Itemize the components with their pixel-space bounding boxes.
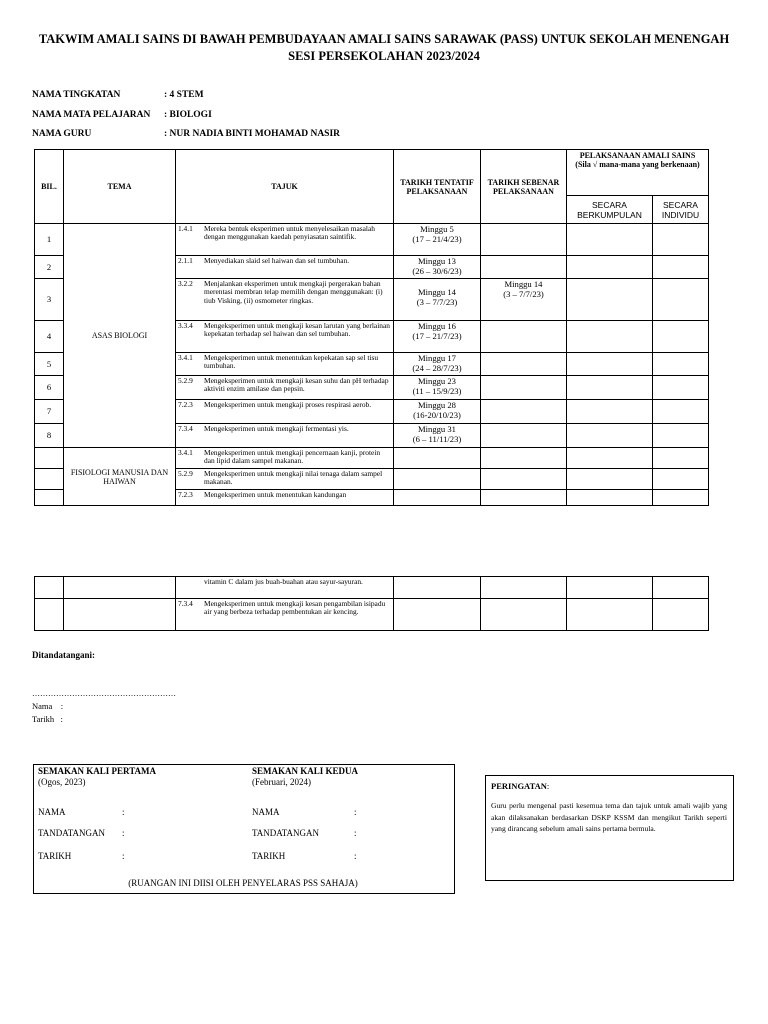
tentatif-cell — [394, 321, 481, 353]
tajuk-text: Mengeksperimen untuk mengkaji kesan pengambilan isipadu air yang berbeza terhadap pembentukan air kencing. — [204, 599, 386, 617]
tajuk-text: Mengeksperimen untuk mengkaji nilai tenaga dalam sampel makanan. — [204, 469, 383, 487]
tajuk-cell — [176, 279, 394, 321]
colon: : — [122, 828, 125, 838]
tajuk-text: Mengeksperimen untuk mengkaji proses respirasi aerob. — [204, 400, 372, 409]
semakan-first-title: SEMAKAN KALI PERTAMA — [38, 766, 157, 776]
tajuk-code: 3.4.1 — [178, 353, 193, 362]
bil-cell — [35, 448, 64, 469]
info-row-tingkatan — [32, 90, 120, 100]
tajuk-text: vitamin C dalam jus buah-buahan atau sayur-sayuran. — [204, 577, 363, 586]
tajuk-cell — [176, 256, 394, 279]
bil-cell — [35, 599, 64, 631]
tema-cell — [64, 577, 176, 599]
bil-cell: 7 — [35, 400, 64, 424]
sebenar-cell — [481, 400, 567, 424]
berkumpulan-cell[interactable] — [567, 279, 653, 321]
individu-cell[interactable] — [653, 599, 709, 631]
signature-nama: Nama : — [32, 701, 64, 711]
tajuk-code: 7.2.3 — [178, 490, 193, 499]
info-label: NAMA TINGKATAN — [32, 90, 121, 100]
tentatif-range: (24 – 28/7/23) — [412, 362, 462, 373]
sebenar-cell — [481, 353, 567, 376]
berkumpulan-cell[interactable] — [567, 448, 653, 469]
berkumpulan-cell[interactable] — [567, 469, 653, 490]
semakan-second-nama-label: NAMA — [252, 807, 280, 817]
berkumpulan-cell[interactable] — [567, 376, 653, 400]
sebenar-cell — [481, 376, 567, 400]
colon: : — [354, 851, 357, 861]
tentatif-cell — [394, 376, 481, 400]
table-row — [35, 448, 709, 469]
tajuk-text: Mengeksperimen untuk mengkaji kesan suhu dan pH terhadap aktiviti enzim amilase dan pepsin. — [204, 376, 389, 394]
sebenar-range: (3 – 7/7/23) — [503, 288, 544, 299]
semakan-footer: (RUANGAN INI DIISI OLEH PENYELARAS PSS SAHAJA) — [128, 878, 358, 888]
tajuk-text: Mengeksperimen untuk mengkaji kesan larutan yang berlainan kepekatan terhadap sel haiwan dan sel tumbuhan. — [204, 321, 390, 339]
sebenar-cell — [481, 424, 567, 448]
tentatif-week: Minggu 5 — [420, 224, 454, 234]
tentatif-cell — [394, 279, 481, 321]
info-value-mata-pelajaran: : BIOLOGI — [164, 110, 212, 120]
tajuk-code: 5.2.9 — [178, 376, 193, 385]
berkumpulan-cell[interactable] — [567, 577, 653, 599]
tentatif-cell — [394, 353, 481, 376]
tajuk-text: Menjalankan eksperimen untuk mengkaji pergerakan bahan merentasi membran telap memilih dengan menggunakan: (i) tiub Visking, (ii) osmometer ringkas. — [204, 279, 383, 305]
sebenar-cell — [481, 224, 567, 256]
sebenar-cell — [481, 321, 567, 353]
tajuk-code: 5.2.9 — [178, 469, 193, 478]
semakan-second-date: (Februari, 2024) — [252, 777, 311, 787]
sebenar-cell — [481, 599, 567, 631]
bil-cell: 2 — [35, 256, 64, 279]
tajuk-text: Mengeksperimen untuk mengkaji pencernaan kanji, protein dan lipid dalam sampel makanan. — [204, 448, 381, 466]
signature-label: Ditandatangani: — [32, 650, 96, 660]
semakan-first-nama-label: NAMA — [38, 807, 66, 817]
tentatif-cell — [394, 256, 481, 279]
tema-cell — [64, 599, 176, 631]
info-value-guru: : NUR NADIA BINTI MOHAMAD NASIR — [164, 129, 341, 139]
tajuk-code: 7.3.4 — [178, 424, 193, 433]
peringatan-title-row — [491, 781, 549, 791]
berkumpulan-cell[interactable] — [567, 400, 653, 424]
sebenar-cell — [481, 469, 567, 490]
takwim-table-continued — [34, 576, 709, 631]
semakan-first-date: (Ogos, 2023) — [38, 777, 86, 787]
sebenar-cell — [481, 256, 567, 279]
tentatif-week: Minggu 14 — [418, 287, 456, 297]
tajuk-cell — [176, 577, 394, 599]
tajuk-cell — [176, 424, 394, 448]
individu-cell[interactable] — [653, 448, 709, 469]
tema-fisiologi: FISIOLOGI MANUSIA DAN HAIWAN — [64, 448, 176, 506]
peringatan-title: PERINGATAN — [491, 781, 547, 791]
individu-cell[interactable] — [653, 490, 709, 506]
bil-cell: 3 — [35, 279, 64, 321]
bil-cell — [35, 577, 64, 599]
tajuk-code: 7.3.4 — [178, 599, 193, 608]
individu-cell[interactable] — [653, 256, 709, 279]
header-pelaksanaan — [567, 150, 709, 196]
bil-cell: 6 — [35, 376, 64, 400]
tentatif-cell — [394, 490, 481, 506]
tajuk-text: Mereka bentuk eksperimen untuk menyelesaikan masalah dengan menggunakan kaedah penyiasatan saintifik. — [204, 224, 375, 242]
tentatif-week: Minggu 17 — [418, 353, 456, 363]
colon: : — [122, 807, 125, 817]
individu-cell[interactable] — [653, 279, 709, 321]
tema-asas-biologi: ASAS BIOLOGI — [64, 224, 176, 448]
info-row-mata-pelajaran — [32, 110, 150, 120]
tajuk-code: 2.1.1 — [178, 256, 193, 265]
signature-tarikh: Tarikh : — [32, 714, 63, 724]
tajuk-code: 3.4.1 — [178, 448, 193, 457]
header-tema: TEMA — [64, 150, 176, 224]
header-tarikh-tentatif: TARIKH TENTATIF PELAKSANAAN — [394, 150, 481, 224]
tentatif-cell — [394, 424, 481, 448]
tentatif-range: (11 – 15/9/23) — [412, 385, 462, 396]
tajuk-code: 7.2.3 — [178, 400, 193, 409]
tajuk-text: Menyediakan slaid sel haiwan dan sel tumbuhan. — [204, 256, 350, 265]
individu-cell[interactable] — [653, 400, 709, 424]
berkumpulan-cell[interactable] — [567, 599, 653, 631]
tajuk-code: 3.2.2 — [178, 279, 193, 288]
header-tajuk: TAJUK — [176, 150, 394, 224]
tentatif-week: Minggu 28 — [418, 400, 456, 410]
berkumpulan-cell[interactable] — [567, 321, 653, 353]
colon: : — [354, 807, 357, 817]
tentatif-cell — [394, 469, 481, 490]
signature-line[interactable]: ……………………………………………… — [32, 689, 176, 698]
tajuk-cell — [176, 490, 394, 506]
header-bil: BIL. — [35, 150, 64, 224]
tajuk-cell — [176, 400, 394, 424]
berkumpulan-cell[interactable] — [567, 353, 653, 376]
semakan-first-tandatangan-label: TANDATANGAN — [38, 828, 106, 838]
tajuk-cell — [176, 599, 394, 631]
tentatif-cell — [394, 448, 481, 469]
tentatif-range: (3 – 7/7/23) — [416, 296, 458, 307]
individu-cell[interactable] — [653, 321, 709, 353]
table-row — [35, 577, 709, 599]
tajuk-code: 3.3.4 — [178, 321, 193, 330]
bil-cell: 8 — [35, 424, 64, 448]
tajuk-cell — [176, 448, 394, 469]
peringatan-text: Guru perlu mengenal pasti kesemua tema dan tajuk untuk amali wajib yang akan dilaksanakan berdasarkan DSKP KSSM dan mengikut Tarikh seperti yang dirancang sebelum amali sains pertama bermula. — [491, 801, 727, 833]
berkumpulan-cell[interactable] — [567, 424, 653, 448]
info-row-guru — [32, 129, 91, 139]
sebenar-cell — [481, 279, 567, 321]
semakan-first-tarikh-label: TARIKH — [38, 851, 72, 861]
header-pelaksanaan-label: PELAKSANAAN AMALI SAINS — [579, 151, 696, 160]
colon: : — [122, 851, 125, 861]
tentatif-cell — [394, 224, 481, 256]
tentatif-cell — [394, 577, 481, 599]
tentatif-week: Minggu 13 — [418, 256, 456, 266]
tajuk-cell — [176, 376, 394, 400]
individu-cell[interactable] — [653, 353, 709, 376]
header-individu: SECARA INDIVIDU — [653, 196, 709, 224]
tentatif-range: (16-20/10/23) — [413, 409, 461, 420]
semakan-second-tarikh-label: TARIKH — [252, 851, 286, 861]
individu-cell[interactable] — [653, 577, 709, 599]
tentatif-range: (26 – 30/6/23) — [412, 265, 462, 276]
takwim-table — [34, 149, 709, 506]
header-berkumpulan: SECARA BERKUMPULAN — [567, 196, 653, 224]
tentatif-range: (17 – 21/4/23) — [412, 233, 462, 244]
table-row — [35, 599, 709, 631]
colon: : — [354, 828, 357, 838]
title-line-2: SESI PERSEKOLAHAN 2023/2024 — [288, 49, 480, 63]
bil-cell: 4 — [35, 321, 64, 353]
tentatif-week: Minggu 23 — [418, 376, 456, 386]
colon: : — [546, 781, 550, 791]
sebenar-cell — [481, 490, 567, 506]
tentatif-cell — [394, 599, 481, 631]
individu-cell[interactable] — [653, 224, 709, 256]
tajuk-text: Mengeksperimen untuk mengkaji fermentasi yis. — [204, 424, 349, 433]
bil-cell: 5 — [35, 353, 64, 376]
sebenar-week: Minggu 14 — [504, 279, 543, 289]
semakan-second-title: SEMAKAN KALI KEDUA — [252, 766, 359, 776]
tajuk-cell — [176, 353, 394, 376]
bil-cell — [35, 490, 64, 506]
sebenar-cell — [481, 577, 567, 599]
info-label: NAMA MATA PELAJARAN — [32, 110, 151, 120]
berkumpulan-cell[interactable] — [567, 490, 653, 506]
tajuk-text: Mengeksperimen untuk menentukan kepekatan sap sel tisu tumbuhan. — [204, 353, 379, 371]
table-row — [35, 224, 709, 256]
tajuk-cell — [176, 469, 394, 490]
tajuk-code: 1.4.1 — [178, 224, 193, 233]
individu-cell[interactable] — [653, 376, 709, 400]
tentatif-week: Minggu 16 — [418, 321, 456, 331]
individu-cell[interactable] — [653, 424, 709, 448]
header-pelaksanaan-note: (Sila √ mana-mana yang berkenaan) — [575, 160, 700, 169]
info-value-tingkatan: : 4 STEM — [164, 90, 204, 100]
tajuk-text: Mengeksperimen untuk menentukan kandungan — [204, 490, 347, 499]
tajuk-code — [178, 578, 204, 586]
tentatif-range: (17 – 21/7/23) — [412, 330, 462, 341]
sebenar-cell — [481, 448, 567, 469]
semakan-second-tandatangan-label: TANDATANGAN — [252, 828, 320, 838]
tentatif-week: Minggu 31 — [418, 424, 456, 434]
tentatif-range: (6 – 11/11/23) — [412, 433, 462, 444]
title-line-1: TAKWIM AMALI SAINS DI BAWAH PEMBUDAYAAN AMALI SAINS SARAWAK (PASS) UNTUK SEKOLAH MENENGAH — [38, 32, 730, 46]
individu-cell[interactable] — [653, 469, 709, 490]
berkumpulan-cell[interactable] — [567, 224, 653, 256]
bil-cell — [35, 469, 64, 490]
tajuk-cell — [176, 224, 394, 256]
bil-cell: 1 — [35, 224, 64, 256]
header-tarikh-sebenar: TARIKH SEBENAR PELAKSANAAN — [481, 150, 567, 224]
document-title — [20, 31, 748, 65]
berkumpulan-cell[interactable] — [567, 256, 653, 279]
tentatif-cell — [394, 400, 481, 424]
info-label: NAMA GURU — [32, 129, 92, 139]
tajuk-cell — [176, 321, 394, 353]
